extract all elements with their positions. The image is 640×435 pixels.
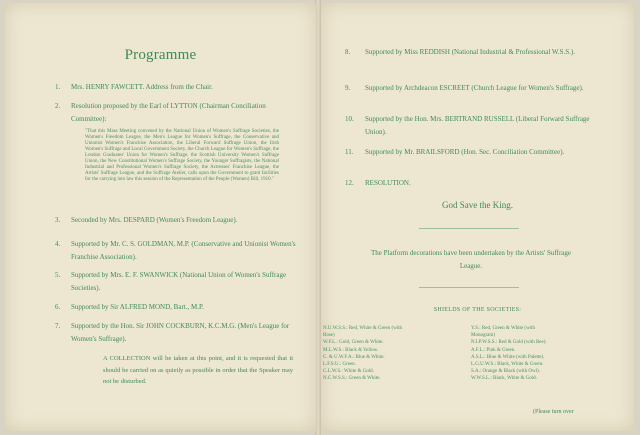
item-number: 5.: [55, 271, 61, 279]
programme-item: [55, 238, 299, 263]
item-number: 11.: [345, 148, 354, 156]
item-text: Supported by the Hon. Sir JOHN COCKBURN, K.C.M.G. (Men's League for Women's Suffrage).: [71, 322, 290, 343]
shield-entry: Rose): [323, 333, 335, 339]
programme-item: [345, 113, 607, 138]
item-text: Mrs. HENRY FAWCETT. Address from the Chair.: [71, 83, 213, 91]
item-text: Supported by the Hon. Mrs. BERTRAND RUSSELL (Liberal Forward Suffrage Union).: [365, 115, 590, 136]
shield-entry: N.U.W.S.S.: Red, White & Green (with: [323, 326, 403, 331]
shield-entry: N.I.P.W.S.S.: Red & Gold (with Bee).: [471, 340, 547, 346]
turn-over-note: (Please turn over: [533, 409, 574, 415]
shield-entry: W.F.L.: Gold, Green & White.: [323, 340, 384, 346]
collection-note: A COLLECTION will be taken at this point, and it is requested that it should be carried on as quietly as possible in order that the Speaker may not be disturbed.: [103, 355, 293, 385]
shields-column-right: [471, 325, 547, 383]
item-number: 1.: [55, 83, 61, 91]
item-text: Supported by Mrs. E. F. SWANWICK (National Union of Women's Suffrage Societies).: [71, 271, 287, 292]
item-text: Supported by Sir ALFRED MOND, Bart., M.P.: [71, 303, 204, 311]
shield-entry: L.F.S.U.: Green.: [323, 362, 356, 368]
item-text: Supported by Miss REDDISH (National Industrial & Professional W.S.S.).: [365, 48, 575, 56]
shields-title: SHIELDS OF THE SOCIETIES:: [433, 307, 522, 313]
item-number: 2.: [55, 102, 61, 110]
right-page: [321, 3, 634, 431]
shield-entry: L.G.U.W.S.: Black, White & Green.: [471, 362, 544, 368]
programme-item: [55, 81, 295, 94]
left-page: [5, 3, 316, 431]
shield-entry: C.L.W.S.: White & Gold.: [323, 369, 374, 375]
item-text: Supported by Mr. C. S. GOLDMAN, M.P. (Conservative and Unionist Women's Franchise Association).: [71, 240, 296, 261]
shield-entry: W.W.S.L.: Black, White & Gold.: [471, 376, 537, 382]
item-number: 3.: [55, 216, 61, 224]
shield-entry: S.A.: Orange & Black (with Owl).: [471, 369, 540, 375]
item-number: 12.: [345, 179, 354, 187]
divider: [419, 228, 519, 229]
item-number: 8.: [345, 48, 351, 56]
item-number: 4.: [55, 240, 61, 248]
shield-entry: M.L.W.S.: Black & Yellow.: [323, 347, 379, 353]
god-save-the-king: God Save the King.: [442, 200, 513, 210]
shield-entry: Y.S.: Red, Green & White (with: [471, 326, 535, 331]
shield-entry: A.S.L.: Blue & White (with Palette).: [471, 354, 545, 360]
programme-item: [345, 146, 607, 159]
resolution-quote: "That this Mass Meeting convened by the National Union of Women's Suffrage Societies, the Women's Freedom League, the Men's League for Women's Suffrage, the Conservative and Unionist Women's Franchise Association, the Liberal Forward Suffrage Union, the Irish Women's Suffrage and Local Government Society, the Church League for Women's Suffrage, the London Graduates' Union for Women's Suffrage, the Scottish University Women's Suffrage Union, the New Constitutional Women's Suffrage Society, the Younger Suffragists, the National Industrial and Professional Women's Suffrage Society, the Actresses' Franchise League, the Artists' Suffrage League, and the Suffrage Atelier, calls upon the Government to grant facilities for the carrying into law this session of the Representation of the People (Women) Bill, 1910.": [85, 129, 279, 182]
item-text: Supported by Mr. BRAILSFORD (Hon. Sec. Conciliation Committee).: [365, 148, 565, 156]
programme-item: [55, 214, 299, 227]
item-text: RESOLUTION.: [365, 179, 411, 187]
item-number: 9.: [345, 84, 351, 92]
shield-entry: Monogram): [471, 333, 495, 339]
item-number: 7.: [55, 322, 61, 330]
programme-item: [55, 301, 299, 314]
shield-entry: N.C.W.S.S.: Green & White.: [323, 376, 381, 382]
shields-list: [323, 325, 623, 395]
programme-item: [345, 177, 607, 190]
programme-item: [55, 269, 299, 294]
item-number: 10.: [345, 115, 354, 123]
programme-item: [55, 100, 299, 125]
platform-note: The Platform decorations have been undertaken by the Artists' Suffrage League.: [371, 249, 571, 270]
item-text: Supported by Archdeacon ESCREET (Church League for Women's Suffrage).: [365, 84, 584, 92]
programme-item: [345, 82, 607, 95]
item-number: 6.: [55, 303, 61, 311]
programme-item: [345, 46, 607, 59]
divider: [419, 287, 519, 288]
shield-entry: C. & U.W.F.A.: Blue & White.: [323, 354, 385, 360]
programme-title: Programme: [124, 47, 197, 63]
item-text: Seconded by Mrs. DESPARD (Women's Freedom League).: [71, 216, 238, 224]
shield-entry: A.F.L.: Pink & Green.: [471, 347, 516, 353]
shields-column-left: [323, 325, 402, 383]
item-text: Resolution proposed by the Earl of LYTTON (Chairman Conciliation Committee):: [71, 102, 266, 123]
programme-item: [55, 320, 299, 345]
